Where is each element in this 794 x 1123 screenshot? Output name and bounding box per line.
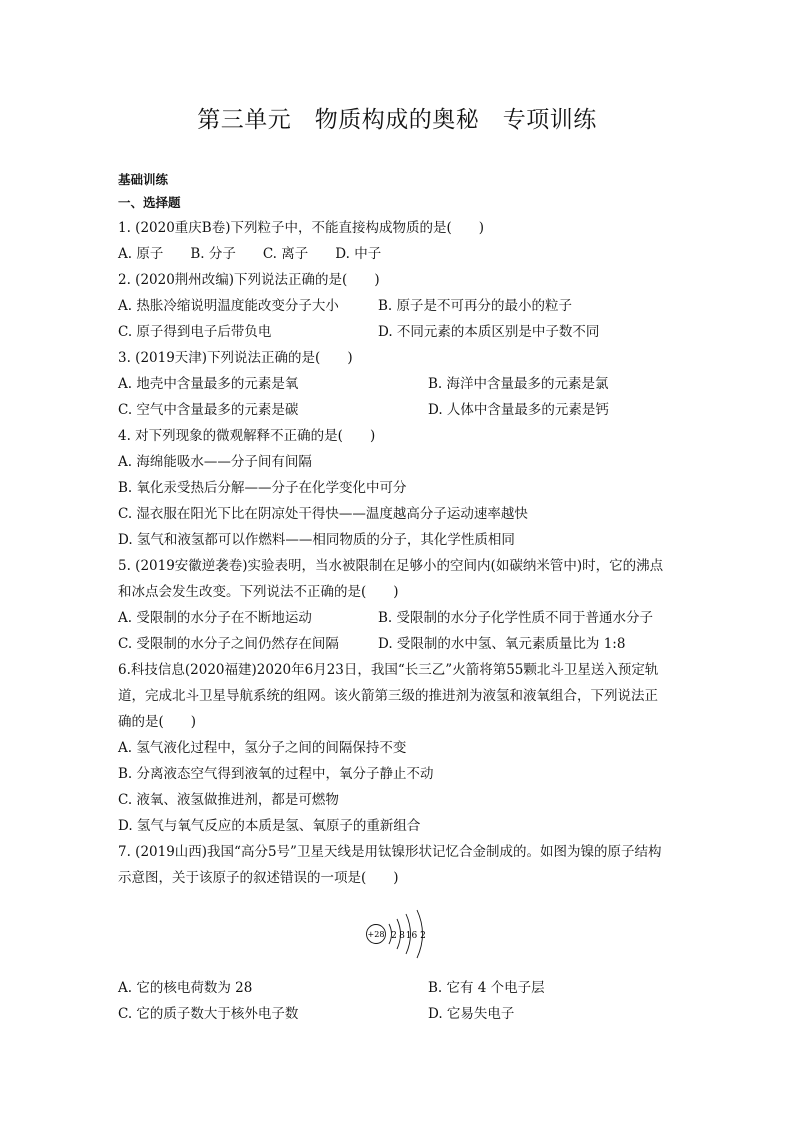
question-4-option-a: A. 海绵能吸水——分子间有间隔 bbox=[118, 454, 312, 470]
question-5-option-a: A. 受限制的水分子在不断地运动 bbox=[118, 610, 312, 626]
section-basic-training: 基础训练 bbox=[118, 172, 169, 187]
question-6-option-a: A. 氢气液化过程中，氢分子之间的间隔保持不变 bbox=[118, 740, 407, 756]
question-2-option-d: D. 不同元素的本质区别是中子数不同 bbox=[378, 324, 600, 340]
question-5-option-d: D. 受限制的水中氢、氧元素质量比为 1:8 bbox=[378, 636, 626, 652]
question-4-option-d: D. 氢气和液氢都可以作燃料——相同物质的分子，其化学性质相同 bbox=[118, 532, 515, 548]
question-2-option-b: B. 原子是不可再分的最小的粒子 bbox=[378, 298, 573, 314]
shell-2-electrons: 8 bbox=[399, 931, 405, 941]
question-4-option-c: C. 湿衣服在阳光下比在阴凉处干得快——温度越高分子运动速率越快 bbox=[118, 506, 528, 522]
question-7-stem-line-2: 示意图，关于该原子的叙述错误的一项是( ) bbox=[118, 870, 399, 886]
question-7-option-c: C. 它的质子数大于核外电子数 bbox=[118, 1006, 299, 1022]
question-6-option-c: C. 液氧、液氢做推进剂，都是可燃物 bbox=[118, 792, 339, 808]
question-6-stem-line-1: 6.科技信息(2020福建)2020年6月23日，我国“长三乙”火箭将第55颗北斗卫星送入预定轨 bbox=[118, 662, 659, 678]
question-1-options: A. 原子 B. 分子 C. 离子 D. 中子 bbox=[118, 246, 382, 262]
question-7-option-d: D. 它易失电子 bbox=[428, 1006, 515, 1022]
question-2-option-c: C. 原子得到电子后带负电 bbox=[118, 324, 272, 340]
question-4-stem: 4. 对下列现象的微观解释不正确的是( ) bbox=[118, 428, 376, 444]
nickel-atom-structure-diagram bbox=[360, 902, 440, 966]
question-6-stem-line-2: 道，完成北斗卫星导航系统的组网。该火箭第三级的推进剂为液氢和液氧组合，下列说法正 bbox=[118, 688, 658, 704]
question-4-option-b: B. 氧化汞受热后分解——分子在化学变化中可分 bbox=[118, 480, 407, 496]
question-2-stem: 2. (2020荆州改编)下列说法正确的是( ) bbox=[118, 272, 380, 288]
question-7-stem-line-1: 7. (2019山西)我国“高分5号”卫星天线是用钛镍形状记忆合金制成的。如图为镍的原子结构 bbox=[118, 844, 662, 860]
question-5-option-b: B. 受限制的水分子化学性质不同于普通水分子 bbox=[378, 610, 654, 626]
question-6-stem-line-3: 确的是( ) bbox=[118, 714, 197, 730]
question-7-option-b: B. 它有 4 个电子层 bbox=[428, 980, 545, 996]
section-multiple-choice: 一、选择题 bbox=[118, 195, 181, 210]
question-3-option-d: D. 人体中含量最多的元素是钙 bbox=[428, 402, 609, 418]
question-3-option-b: B. 海洋中含量最多的元素是氯 bbox=[428, 376, 609, 392]
shell-4-electrons: 2 bbox=[420, 931, 426, 941]
shell-3-electrons: 16 bbox=[405, 931, 418, 941]
question-3-stem: 3. (2019天津)下列说法正确的是( ) bbox=[118, 350, 353, 366]
question-3-option-c: C. 空气中含量最多的元素是碳 bbox=[118, 402, 299, 418]
question-7-option-a: A. 它的核电荷数为 28 bbox=[118, 980, 253, 996]
question-5-stem-line-2: 和冰点会发生改变。下列说法不正确的是( ) bbox=[118, 584, 399, 600]
shell-1-electrons: 2 bbox=[391, 931, 397, 941]
question-3-option-a: A. 地壳中含量最多的元素是氧 bbox=[118, 376, 299, 392]
question-6-option-b: B. 分离液态空气得到液氧的过程中，氧分子静止不动 bbox=[118, 766, 434, 782]
question-5-stem-line-1: 5. (2019安徽逆袭卷)实验表明，当水被限制在足够小的空间内(如碳纳米管中)时，它的沸点 bbox=[118, 558, 664, 574]
question-1-stem: 1. (2020重庆B卷)下列粒子中，不能直接构成物质的是( ) bbox=[118, 220, 485, 236]
page-title: 第三单元 物质构成的奥秘 专项训练 bbox=[197, 107, 597, 133]
question-5-option-c: C. 受限制的水分子之间仍然存在间隔 bbox=[118, 636, 339, 652]
question-2-option-a: A. 热胀冷缩说明温度能改变分子大小 bbox=[118, 298, 339, 314]
nucleus-charge: +28 bbox=[367, 930, 385, 939]
question-6-option-d: D. 氢气与氧气反应的本质是氢、氧原子的重新组合 bbox=[118, 818, 421, 834]
